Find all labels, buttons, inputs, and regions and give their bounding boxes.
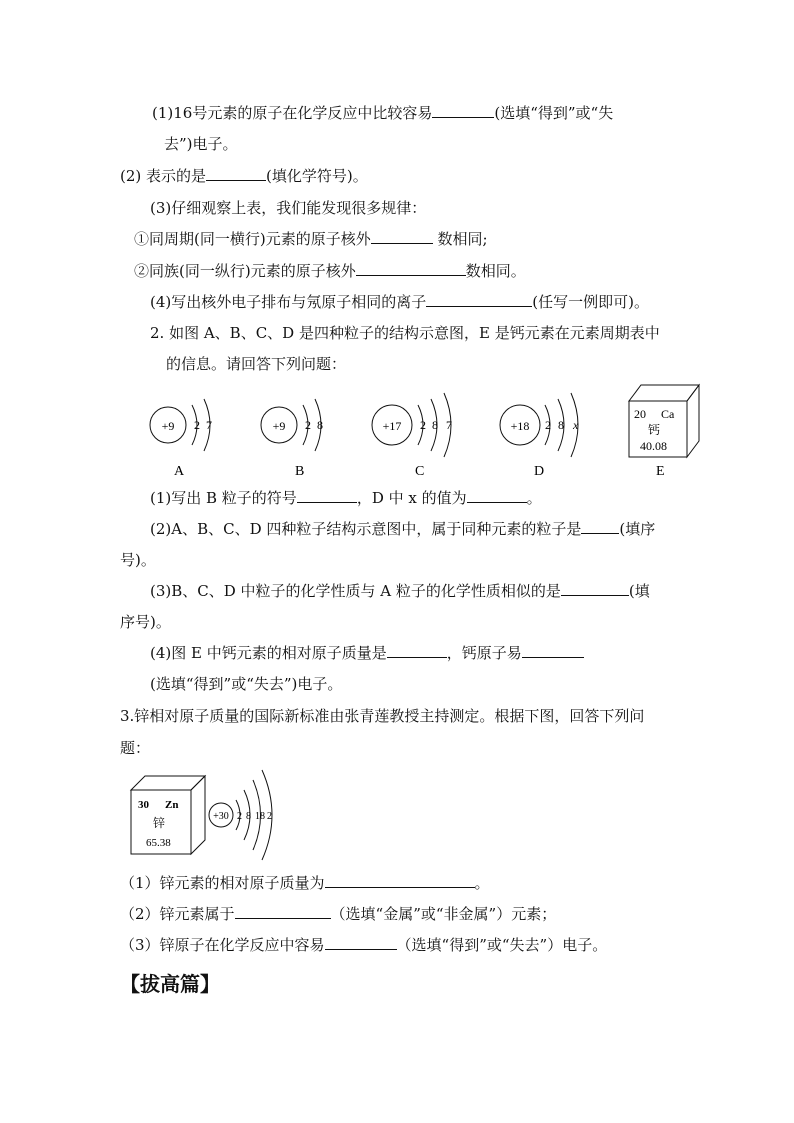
q2-blank-2[interactable] bbox=[467, 488, 527, 503]
atomic-number: 30 bbox=[138, 799, 149, 811]
element-card-ca bbox=[629, 385, 699, 479]
q2-sub3-line2: 序号)。 bbox=[120, 613, 171, 631]
q1-part4: (4)写出核外电子排布与氖原子相同的离子 (任写一例即可)。 bbox=[150, 293, 649, 311]
nucleus-label: +9 bbox=[272, 419, 286, 433]
q2-sub4-line2: (选填“得到”或“失去”)电子。 bbox=[150, 675, 343, 693]
q3-blank-2[interactable] bbox=[235, 904, 331, 919]
figure-label: E bbox=[656, 464, 665, 479]
shell-count: 2 bbox=[545, 418, 551, 432]
q3-intro-line1: 3.锌相对原子质量的国际新标准由张青莲教授主持测定。根据下图，回答下列问 bbox=[120, 707, 645, 725]
q1-part2: (2) 表示的是 (填化学符号)。 bbox=[120, 167, 368, 185]
figure-label: B bbox=[295, 464, 305, 479]
shell-count: 18 bbox=[255, 811, 265, 822]
shell-count: x bbox=[573, 418, 579, 432]
shell-count: 2 bbox=[305, 418, 311, 432]
nucleus-label: +17 bbox=[382, 419, 402, 433]
element-symbol: Zn bbox=[165, 799, 179, 811]
q3-figure bbox=[0, 760, 794, 870]
q3-sub1: （1）锌元素的相对原子质量为 。 bbox=[120, 874, 490, 892]
nucleus-label: +30 bbox=[213, 811, 229, 822]
shell-count: 2 bbox=[420, 418, 426, 432]
element-symbol: Ca bbox=[661, 407, 675, 421]
shell-count: 8 bbox=[558, 418, 564, 432]
q1-blank-3[interactable] bbox=[371, 229, 433, 244]
element-card-zn bbox=[131, 776, 205, 854]
q1-part1-line1: (1)16号元素的原子在化学反应中比较容易 (选填“得到”或“失 bbox=[152, 104, 614, 122]
q1-blank-2[interactable] bbox=[206, 166, 266, 181]
element-name: 锌 bbox=[153, 816, 166, 830]
q2-figure bbox=[0, 375, 794, 485]
q2-intro-line2: 的信息。请回答下列问题： bbox=[166, 355, 347, 373]
q1-rule2: ②同族(同一纵行)元素的原子核外 数相同。 bbox=[134, 262, 526, 280]
figure-label: A bbox=[174, 464, 185, 479]
shell-count: 8 bbox=[246, 811, 251, 822]
q3-blank-3[interactable] bbox=[325, 935, 397, 950]
atom-diagram-c bbox=[372, 393, 452, 479]
q2-blank-6[interactable] bbox=[522, 643, 584, 658]
atom-diagram-zn bbox=[209, 770, 272, 860]
q3-intro-line2: 题： bbox=[120, 739, 151, 757]
q2-sub4-line1: (4)图 E 中钙元素的相对原子质量是 ，钙原子易 bbox=[150, 643, 584, 663]
shell-count: 8 bbox=[317, 418, 323, 432]
nucleus-label: +9 bbox=[161, 419, 175, 433]
shell-count: 2 bbox=[237, 811, 242, 822]
q1-blank-1[interactable] bbox=[432, 103, 494, 118]
q2-blank-4[interactable] bbox=[561, 581, 629, 596]
q1-blank-4[interactable] bbox=[356, 261, 466, 276]
figure-label: C bbox=[415, 464, 425, 479]
q1-blank-5[interactable] bbox=[426, 292, 532, 307]
atomic-number: 20 bbox=[634, 407, 646, 421]
q1-rule1: ①同周期(同一横行)元素的原子核外 数相同; bbox=[134, 230, 488, 248]
q2-blank-1[interactable] bbox=[297, 488, 357, 503]
atomic-mass: 65.38 bbox=[146, 837, 171, 849]
q3-blank-1[interactable] bbox=[325, 873, 475, 888]
atom-diagram-b bbox=[261, 399, 323, 479]
shell-count: 8 bbox=[432, 418, 438, 432]
q2-sub2-line1: (2)A、B、C、D 四种粒子结构示意图中，属于同种元素的粒子是 (填序 bbox=[150, 520, 656, 538]
q2-blank-3[interactable] bbox=[581, 519, 619, 534]
q3-sub2: （2）锌元素属于 （选填“金属”或“非金属”）元素； bbox=[120, 905, 557, 923]
section-title: 【拔高篇】 bbox=[120, 972, 220, 996]
q2-intro-line1: 2. 如图 A、B、C、D 是四种粒子的结构示意图，E 是钙元素在元素周期表中 bbox=[150, 324, 660, 342]
nucleus-label: +18 bbox=[510, 419, 530, 433]
shell-count: 2 bbox=[267, 811, 272, 822]
q2-blank-5[interactable] bbox=[387, 643, 447, 658]
atom-diagram-a bbox=[150, 399, 212, 479]
atom-diagram-d bbox=[500, 393, 579, 479]
figure-label: D bbox=[534, 464, 545, 479]
q3-sub3: （3）锌原子在化学反应中容易 （选填“得到”或“失去”）电子。 bbox=[120, 936, 608, 954]
shell-count: 7 bbox=[206, 418, 212, 432]
shell-count: 2 bbox=[194, 418, 200, 432]
q1-part1-line2: 去”)电子。 bbox=[164, 135, 238, 153]
q2-sub2-line2: 号)。 bbox=[120, 551, 156, 569]
shell-count: 7 bbox=[446, 418, 452, 432]
atomic-mass: 40.08 bbox=[640, 439, 667, 453]
q2-sub1: (1)写出 B 粒子的符号 ，D 中 x 的值为 。 bbox=[150, 489, 542, 507]
q2-sub3-line1: (3)B、C、D 中粒子的化学性质与 A 粒子的化学性质相似的是 (填 bbox=[150, 582, 650, 600]
element-name: 钙 bbox=[648, 423, 661, 437]
q1-part3: (3)仔细观察上表，我们能发现很多规律： bbox=[150, 199, 427, 217]
